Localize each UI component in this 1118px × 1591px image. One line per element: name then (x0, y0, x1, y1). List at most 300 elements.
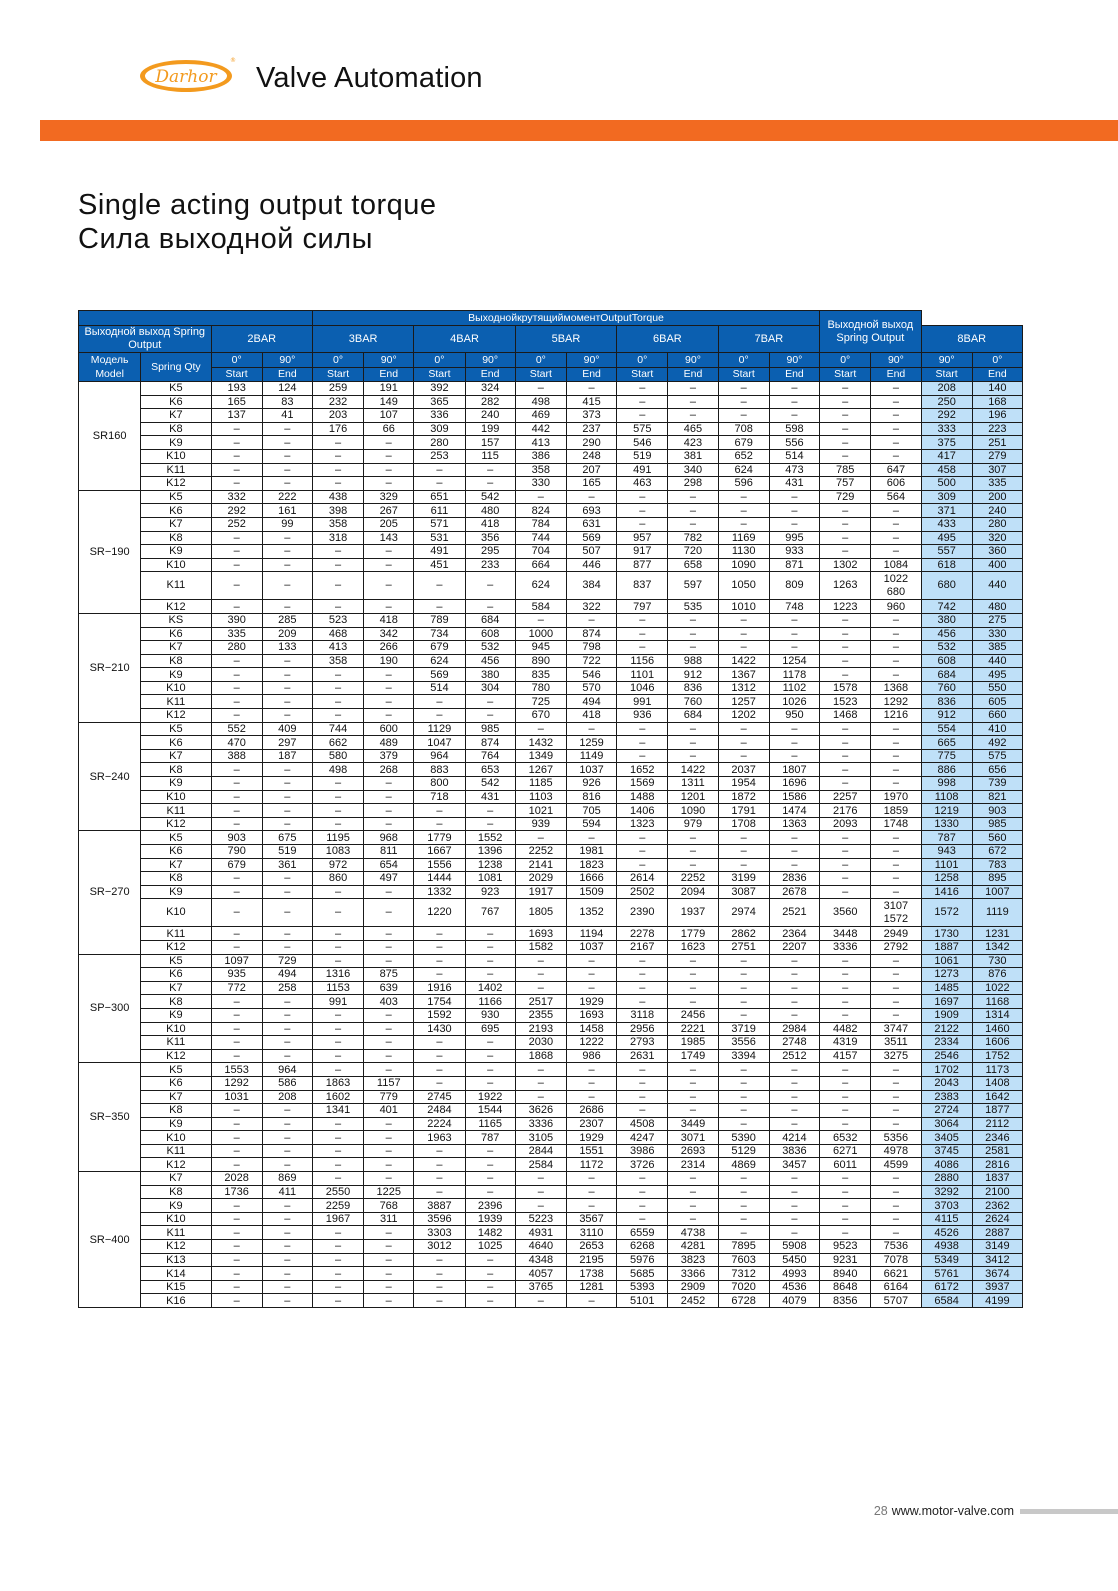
table-row (79, 736, 1023, 750)
torque-cell: – (617, 845, 668, 859)
spring-output-cell: 2724 (921, 1104, 972, 1118)
torque-cell: 1302 (820, 558, 871, 572)
spring-qty-cell: K8 (141, 872, 211, 886)
torque-cell: 1578 (820, 681, 871, 695)
spring-output-cell: 608 (921, 654, 972, 668)
torque-cell: – (262, 1049, 312, 1063)
spring-qty-cell: K11 (141, 572, 211, 600)
torque-cell: – (871, 517, 921, 531)
torque-cell: 1083 (312, 845, 363, 859)
torque-cell: – (262, 790, 312, 804)
spring-output-cell: 360 (972, 545, 1022, 559)
torque-cell: – (262, 709, 312, 723)
torque-cell: – (312, 1240, 363, 1254)
torque-cell: – (262, 872, 312, 886)
spring-output-cell: 3674 (972, 1267, 1022, 1281)
table-row (79, 1063, 1023, 1077)
torque-cell: – (871, 1172, 921, 1186)
torque-cell: – (820, 1104, 871, 1118)
torque-cell: – (364, 790, 414, 804)
torque-cell: 4640 (515, 1240, 566, 1254)
spring-output-cell: 3292 (921, 1185, 972, 1199)
torque-cell: 809 (769, 572, 819, 600)
torque-cell: – (769, 1090, 819, 1104)
spring-output-cell: 2346 (972, 1131, 1022, 1145)
spring-qty-cell: K12 (141, 1049, 211, 1063)
website-link[interactable]: www.motor-valve.com (891, 1504, 1014, 1518)
torque-cell: 491 (617, 463, 668, 477)
torque-cell: – (871, 1226, 921, 1240)
torque-cell: 2748 (769, 1036, 819, 1050)
torque-cell: 1169 (718, 531, 769, 545)
spring-output-cell: 550 (972, 681, 1022, 695)
torque-cell: 253 (414, 449, 465, 463)
torque-cell: – (718, 641, 769, 655)
torque-cell: 4247 (617, 1131, 668, 1145)
table-row (79, 1158, 1023, 1172)
spring-qty-cell: K11 (141, 927, 211, 941)
torque-cell: – (668, 736, 718, 750)
spring-output-cell: 223 (972, 422, 1022, 436)
table-row (79, 831, 1023, 845)
torque-cell: – (262, 695, 312, 709)
table-row (79, 695, 1023, 709)
torque-cell: – (414, 709, 465, 723)
torque-cell: 83 (262, 395, 312, 409)
torque-cell: 1552 (465, 831, 515, 845)
spring-output-cell: 998 (921, 777, 972, 791)
spring-output-cell: 458 (921, 463, 972, 477)
torque-cell: 2257 (820, 790, 871, 804)
torque-cell: – (262, 927, 312, 941)
torque-cell: – (312, 1008, 363, 1022)
torque-cell: – (364, 600, 414, 614)
torque-cell: – (566, 613, 616, 627)
torque-cell: – (617, 1076, 668, 1090)
spring-qty-cell: K9 (141, 1117, 211, 1131)
torque-cell: 1708 (718, 817, 769, 831)
torque-cell: 373 (566, 409, 616, 423)
torque-cell: – (769, 995, 819, 1009)
torque-cell: 498 (515, 395, 566, 409)
table-row (79, 749, 1023, 763)
spring-qty-cell: K10 (141, 1212, 211, 1226)
torque-cell: 1025 (465, 1240, 515, 1254)
torque-cell: – (668, 382, 718, 396)
torque-cell: 594 (566, 817, 616, 831)
torque-cell: – (718, 1008, 769, 1022)
torque-cell: 1474 (769, 804, 819, 818)
torque-cell: – (364, 1117, 414, 1131)
torque-cell: – (364, 709, 414, 723)
torque-cell: – (871, 777, 921, 791)
torque-cell: – (262, 1036, 312, 1050)
torque-cell: – (871, 995, 921, 1009)
torque-cell: – (465, 817, 515, 831)
torque-cell: – (211, 872, 262, 886)
torque-cell: – (566, 1090, 616, 1104)
torque-cell: 1178 (769, 668, 819, 682)
torque-cell: – (668, 845, 718, 859)
torque-cell: 8648 (820, 1280, 871, 1294)
spring-output-header-right: Выходной выход Spring Output (820, 311, 921, 353)
torque-cell: – (262, 1294, 312, 1308)
stage-header: End (769, 367, 819, 382)
torque-cell: 6271 (820, 1144, 871, 1158)
torque-cell: 519 (262, 845, 312, 859)
torque-cell: – (820, 545, 871, 559)
torque-cell: – (364, 681, 414, 695)
torque-cell: 1026 (769, 695, 819, 709)
torque-cell: – (769, 1117, 819, 1131)
torque-cell: – (668, 1090, 718, 1104)
torque-cell: 157 (465, 436, 515, 450)
torque-cell: 535 (668, 600, 718, 614)
torque-cell: 2502 (617, 885, 668, 899)
stage-header: End (668, 367, 718, 382)
pressure-header: 2BAR (211, 326, 312, 353)
spring-output-cell: 492 (972, 736, 1022, 750)
spring-output-cell: 680 (921, 572, 972, 600)
torque-cell: – (414, 695, 465, 709)
torque-cell: 6268 (617, 1240, 668, 1254)
torque-cell: – (566, 1294, 616, 1308)
torque-cell: 2030 (515, 1036, 566, 1050)
spring-output-cell: 1342 (972, 940, 1022, 954)
torque-cell: – (668, 641, 718, 655)
torque-cell: 1046 (617, 681, 668, 695)
torque-cell: – (364, 545, 414, 559)
torque-cell: – (515, 722, 566, 736)
torque-cell: 1267 (515, 763, 566, 777)
spring-qty-cell: K12 (141, 477, 211, 491)
torque-cell: – (364, 1280, 414, 1294)
torque-cell: – (617, 409, 668, 423)
torque-cell: 494 (262, 968, 312, 982)
torque-cell: – (414, 1076, 465, 1090)
torque-cell: 800 (414, 777, 465, 791)
torque-cell: – (515, 1063, 566, 1077)
torque-cell: 99 (262, 517, 312, 531)
spring-output-cell: 307 (972, 463, 1022, 477)
spring-output-cell: 1007 (972, 885, 1022, 899)
table-row (79, 1008, 1023, 1022)
torque-cell: – (566, 1199, 616, 1213)
torque-cell: – (820, 885, 871, 899)
torque-cell: – (515, 1199, 566, 1213)
torque-cell: – (312, 1049, 363, 1063)
torque-cell: – (312, 545, 363, 559)
torque-cell: 398 (312, 504, 363, 518)
torque-cell: 418 (465, 517, 515, 531)
torque-cell: 514 (769, 449, 819, 463)
torque-cell: – (211, 1158, 262, 1172)
torque-cell: – (820, 722, 871, 736)
torque-cell: 4482 (820, 1022, 871, 1036)
torque-cell: – (262, 1144, 312, 1158)
torque-cell: – (871, 1076, 921, 1090)
torque-cell: – (515, 831, 566, 845)
torque-cell: 1523 (820, 695, 871, 709)
torque-cell: – (718, 613, 769, 627)
torque-cell: 2949 (871, 927, 921, 941)
torque-cell: 187 (262, 749, 312, 763)
torque-cell: – (769, 627, 819, 641)
torque-cell: – (871, 1212, 921, 1226)
torque-cell: – (769, 1063, 819, 1077)
torque-cell: 418 (364, 613, 414, 627)
torque-cell: – (364, 1240, 414, 1254)
torque-cell: – (211, 449, 262, 463)
torque-cell: 2252 (515, 845, 566, 859)
spring-qty-cell: K6 (141, 968, 211, 982)
torque-cell: – (769, 722, 819, 736)
torque-cell: 379 (364, 749, 414, 763)
torque-cell: – (871, 831, 921, 845)
torque-cell: 2207 (769, 940, 819, 954)
torque-cell: 1652 (617, 763, 668, 777)
table-row (79, 1131, 1023, 1145)
torque-cell: 6011 (820, 1158, 871, 1172)
spring-qty-cell: K7 (141, 1090, 211, 1104)
torque-cell: 1582 (515, 940, 566, 954)
torque-cell: 2550 (312, 1185, 363, 1199)
torque-cell: 1569 (617, 777, 668, 791)
torque-cell: 986 (566, 1049, 616, 1063)
torque-cell: 1805 (515, 899, 566, 927)
torque-cell: – (820, 954, 871, 968)
torque-cell: 1281 (566, 1280, 616, 1294)
torque-cell: 1292 (211, 1076, 262, 1090)
torque-cell: – (312, 449, 363, 463)
spring-output-cell: 3745 (921, 1144, 972, 1158)
torque-cell: – (364, 449, 414, 463)
torque-cell: 66 (364, 422, 414, 436)
table-row (79, 777, 1023, 791)
pressure-header: 3BAR (312, 326, 413, 353)
torque-cell: – (871, 1090, 921, 1104)
torque-cell: 1263 (820, 572, 871, 600)
torque-cell: 1156 (617, 654, 668, 668)
table-row (79, 1240, 1023, 1254)
spring-output-cell: 554 (921, 722, 972, 736)
torque-cell: 498 (312, 763, 363, 777)
spring-output-cell: 1730 (921, 927, 972, 941)
torque-cell: 903 (211, 831, 262, 845)
torque-cell: – (871, 531, 921, 545)
torque-cell: 957 (617, 531, 668, 545)
spring-output-cell: 560 (972, 831, 1022, 845)
torque-cell: 2512 (769, 1049, 819, 1063)
table-row (79, 1253, 1023, 1267)
spring-output-cell: 385 (972, 641, 1022, 655)
torque-cell: – (465, 927, 515, 941)
spring-output-cell: 4115 (921, 1212, 972, 1226)
torque-cell: – (211, 654, 262, 668)
spring-output-cell: 433 (921, 517, 972, 531)
torque-cell: – (262, 436, 312, 450)
torque-cell: 933 (769, 545, 819, 559)
torque-cell: – (364, 927, 414, 941)
torque-cell: 365 (414, 395, 465, 409)
torque-cell: 679 (414, 641, 465, 655)
torque-cell: 5908 (769, 1240, 819, 1254)
torque-cell: 816 (566, 790, 616, 804)
torque-cell: – (617, 722, 668, 736)
darhor-logo (138, 56, 234, 94)
torque-cell: 532 (465, 641, 515, 655)
torque-cell: 2141 (515, 858, 566, 872)
torque-cell: 1084 (871, 558, 921, 572)
torque-cell: 1202 (718, 709, 769, 723)
torque-cell: – (515, 1076, 566, 1090)
footer-accent-bar (1020, 1509, 1118, 1514)
torque-cell: 280 (211, 641, 262, 655)
torque-cell: 1332 (414, 885, 465, 899)
table-row (79, 927, 1023, 941)
torque-cell: 8940 (820, 1267, 871, 1281)
torque-cell: 4319 (820, 1036, 871, 1050)
torque-cell: – (718, 1226, 769, 1240)
torque-cell: 4993 (769, 1267, 819, 1281)
spring-qty-cell: K6 (141, 736, 211, 750)
torque-cell: – (262, 1158, 312, 1172)
torque-cell: 507 (566, 545, 616, 559)
torque-cell: 2751 (718, 940, 769, 954)
torque-table (78, 310, 1023, 1308)
torque-cell: – (820, 763, 871, 777)
torque-cell: 871 (769, 558, 819, 572)
spring-output-cell: 730 (972, 954, 1022, 968)
torque-cell: – (718, 1063, 769, 1077)
spring-output-cell: 440 (972, 572, 1022, 600)
spring-qty-cell: K6 (141, 845, 211, 859)
torque-cell: 4281 (668, 1240, 718, 1254)
torque-cell: – (364, 899, 414, 927)
angle-header: 90° (921, 353, 972, 368)
torque-cell: – (820, 395, 871, 409)
torque-cell: 597 (668, 572, 718, 600)
torque-cell: – (312, 709, 363, 723)
torque-cell: – (871, 449, 921, 463)
torque-cell: 3511 (871, 1036, 921, 1050)
torque-cell: – (769, 831, 819, 845)
table-row (79, 572, 1023, 600)
table-row (79, 804, 1023, 818)
torque-cell: 1102 (769, 681, 819, 695)
table-row (79, 845, 1023, 859)
torque-cell: – (617, 382, 668, 396)
torque-cell: 330 (515, 477, 566, 491)
torque-cell: 1367 (718, 668, 769, 682)
torque-cell: 165 (211, 395, 262, 409)
torque-cell: 2584 (515, 1158, 566, 1172)
spring-output-cell: 1258 (921, 872, 972, 886)
torque-cell: – (262, 1022, 312, 1036)
torque-cell: 785 (820, 463, 871, 477)
torque-cell: – (211, 436, 262, 450)
page-footer (874, 1501, 1118, 1521)
torque-cell: 964 (414, 749, 465, 763)
torque-cell: – (312, 1280, 363, 1294)
spring-output-cell: 684 (921, 668, 972, 682)
torque-cell: – (769, 517, 819, 531)
model-header: Модель Model (79, 353, 141, 382)
torque-cell: 4869 (718, 1158, 769, 1172)
torque-cell: 945 (515, 641, 566, 655)
torque-cell: 531 (414, 531, 465, 545)
torque-cell: – (364, 1008, 414, 1022)
spring-qty-cell: K10 (141, 1131, 211, 1145)
torque-cell: – (515, 968, 566, 982)
table-row (79, 817, 1023, 831)
spring-output-cell: 2624 (972, 1212, 1022, 1226)
stage-header: Start (820, 367, 871, 382)
torque-cell: 1791 (718, 804, 769, 818)
torque-cell: 1216 (871, 709, 921, 723)
spring-qty-cell: K9 (141, 777, 211, 791)
torque-cell: 4738 (668, 1226, 718, 1240)
torque-cell: 722 (566, 654, 616, 668)
torque-cell: – (820, 831, 871, 845)
torque-cell: 4057 (515, 1267, 566, 1281)
torque-cell: 639 (364, 981, 414, 995)
torque-cell: – (566, 1172, 616, 1186)
torque-cell: – (262, 804, 312, 818)
torque-cell: 600 (364, 722, 414, 736)
torque-cell: 926 (566, 777, 616, 791)
angle-header: 0° (414, 353, 465, 368)
spring-qty-cell: K14 (141, 1267, 211, 1281)
table-row (79, 436, 1023, 450)
spring-qty-cell: K7 (141, 981, 211, 995)
table-row (79, 463, 1023, 477)
torque-cell: 3457 (769, 1158, 819, 1172)
torque-cell: – (820, 1199, 871, 1213)
spring-qty-cell: K8 (141, 995, 211, 1009)
torque-cell: – (211, 995, 262, 1009)
spring-output-cell: 2362 (972, 1199, 1022, 1213)
torque-cell: 596 (718, 477, 769, 491)
torque-cell: – (718, 1199, 769, 1213)
torque-cell: 708 (718, 422, 769, 436)
table-row (79, 422, 1023, 436)
spring-output-cell: 5761 (921, 1267, 972, 1281)
spring-output-cell: 985 (972, 817, 1022, 831)
table-row (79, 1144, 1023, 1158)
torque-cell: – (211, 1022, 262, 1036)
torque-cell: 6559 (617, 1226, 668, 1240)
spring-output-cell: 1752 (972, 1049, 1022, 1063)
torque-cell: – (515, 954, 566, 968)
torque-cell: – (364, 558, 414, 572)
torque-cell: 729 (262, 954, 312, 968)
table-row (79, 600, 1023, 614)
torque-cell: 1195 (312, 831, 363, 845)
torque-cell: 1939 (465, 1212, 515, 1226)
torque-cell: 332 (211, 490, 262, 504)
spring-output-cell: 1330 (921, 817, 972, 831)
table-row (79, 1049, 1023, 1063)
table-row (79, 681, 1023, 695)
spring-output-cell: 251 (972, 436, 1022, 450)
torque-cell: 2631 (617, 1049, 668, 1063)
stage-header: End (364, 367, 414, 382)
torque-cell: 342 (364, 627, 414, 641)
torque-cell: – (414, 1253, 465, 1267)
torque-cell: 465 (668, 422, 718, 436)
torque-cell: 6532 (820, 1131, 871, 1145)
